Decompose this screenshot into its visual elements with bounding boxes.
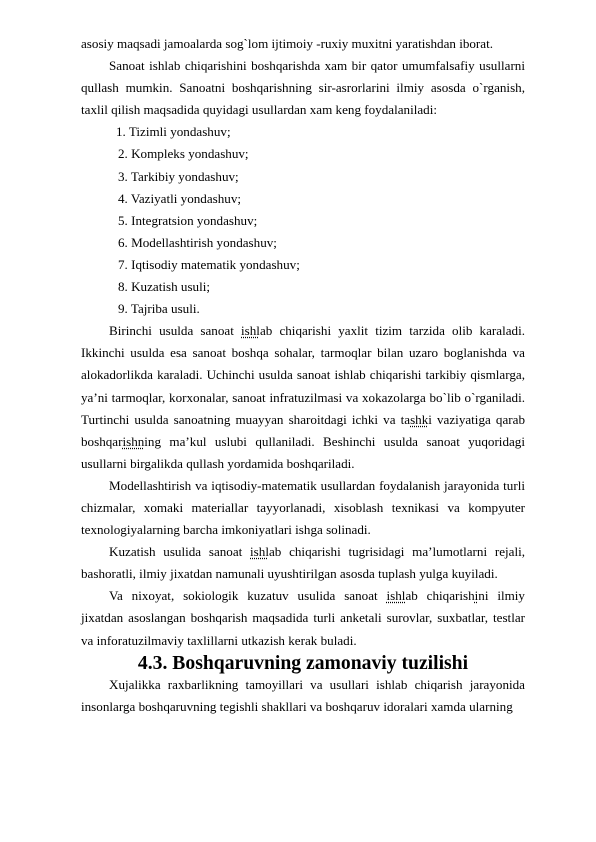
document-page [81, 33, 525, 718]
text-run: Kuzatish usulida sanoat [109, 544, 251, 560]
list-item: 3. Tarkibiy yondashuv; [118, 168, 239, 184]
list-item: 9. Tajriba usuli. [118, 301, 200, 317]
list-item: 1. Tizimli yondashuv; [116, 124, 231, 140]
list-item: 5. Integratsion yondashuv; [118, 212, 258, 228]
text-run: ing ma’kul uslubi qullaniladi. Beshinchi usulda sanoat yuqoridagi usullarni birgalikda qullash yordamida boshqariladi. [81, 433, 525, 471]
text-run-underlined: shk [410, 411, 429, 427]
text-run-underlined: ishl [250, 544, 269, 560]
list-item: 4. Vaziyatli yondashuv; [118, 190, 242, 206]
text-run-underlined: ishl [386, 588, 406, 604]
text-run: ab chiqarishi tugrisidagi ma’lumotlarni rejali, bashoratli, ilmiy jixatdan namunali uyushtirilgan asosda tuplash yulga kuyiladi. [81, 544, 526, 582]
list-item: 2. Kompleks yondashuv; [118, 146, 249, 162]
list-item: 6. Modellashtirish yondashuv; [118, 234, 277, 250]
paragraph-modelling: Modellashtirish va iqtisodiy-matematik usullardan foydalanish jarayonida turli chizmalar, xomaki materiallar tayyorlanadi, xisoblash texnikasi va kompyuter texnologiyalarning barcha imkoniyatlari ishga solinadi. [81, 477, 525, 538]
text-run-underlined: i [474, 588, 479, 604]
paragraph-sociological [81, 585, 525, 651]
text-run: ab chiqarish [405, 588, 475, 604]
list-item: 7. Iqtisodiy matematik yondashuv; [118, 256, 300, 272]
text-run: i vaziyatiga qarab boshqar [81, 411, 525, 449]
section-number: 4.3. [137, 651, 168, 674]
paragraph-methods-explained [81, 320, 525, 475]
paragraph-methods-intro: Sanoat ishlab chiqarishini boshqarishda xam bir qator umumfalsafiy usullarni qullash mumkin. Sanoatni boshqarishning sir-asrorlarini ilmiy asosda o`rganish, taxlil qilish maqsadida quyidagi usullardan xam keng foydalaniladi: [81, 58, 525, 118]
text-run: ni ilmiy jixatdan asoslangan boshqarish maqsadida turli anketali surovlar, suxbatlar, testlar va inforatuzilmaviy taxlillarni utkazish kerak buladi. [81, 588, 525, 648]
paragraph-section-start: Xujalikka raxbarlikning tamoyillari va usullari ishlab chiqarish jarayonida insonlarga boshqaruvning tegishli shakllari va boshqaruv idoralari xamda ularning [81, 676, 525, 714]
text-run-underlined: ishl [241, 323, 260, 339]
paragraph-observation [81, 541, 525, 585]
text-run-underlined: ishn [122, 433, 145, 449]
paragraph-intro-end: asosiy maqsadi jamoalarda sog`lom ijtimoiy -ruxiy muxitni yaratishdan iborat. [81, 36, 494, 51]
text-run: ab chiqarishi yaxlit tizim tarzida olib karaladi. Ikkinchi usulda esa sanoat boshqa sohalar, tarmoqlar bilan uzaro boglanishda va alokadorlikda karaladi. Uchinchi usulda sanoat ishlab chiqarishi tarkibiy qismlarga, ya’ni tarmoqlar, korxonalar, sanoat infratuzilmasi va xokazolarga bo`lib o`rganiladi. Turtinchi usulda sanoatning muayyan sharoitdagi ichki va ta [81, 323, 525, 427]
section-title: Boshqaruvning zamonaviy tuzilishi [172, 651, 469, 674]
text-run: Birinchi usulda sanoat [109, 323, 242, 339]
text-run: Va nixoyat, sokiologik kuzatuv usulida sanoat [109, 588, 387, 604]
section-heading [81, 652, 525, 674]
list-item: 8. Kuzatish usuli; [118, 279, 211, 295]
methods-list [81, 121, 525, 320]
